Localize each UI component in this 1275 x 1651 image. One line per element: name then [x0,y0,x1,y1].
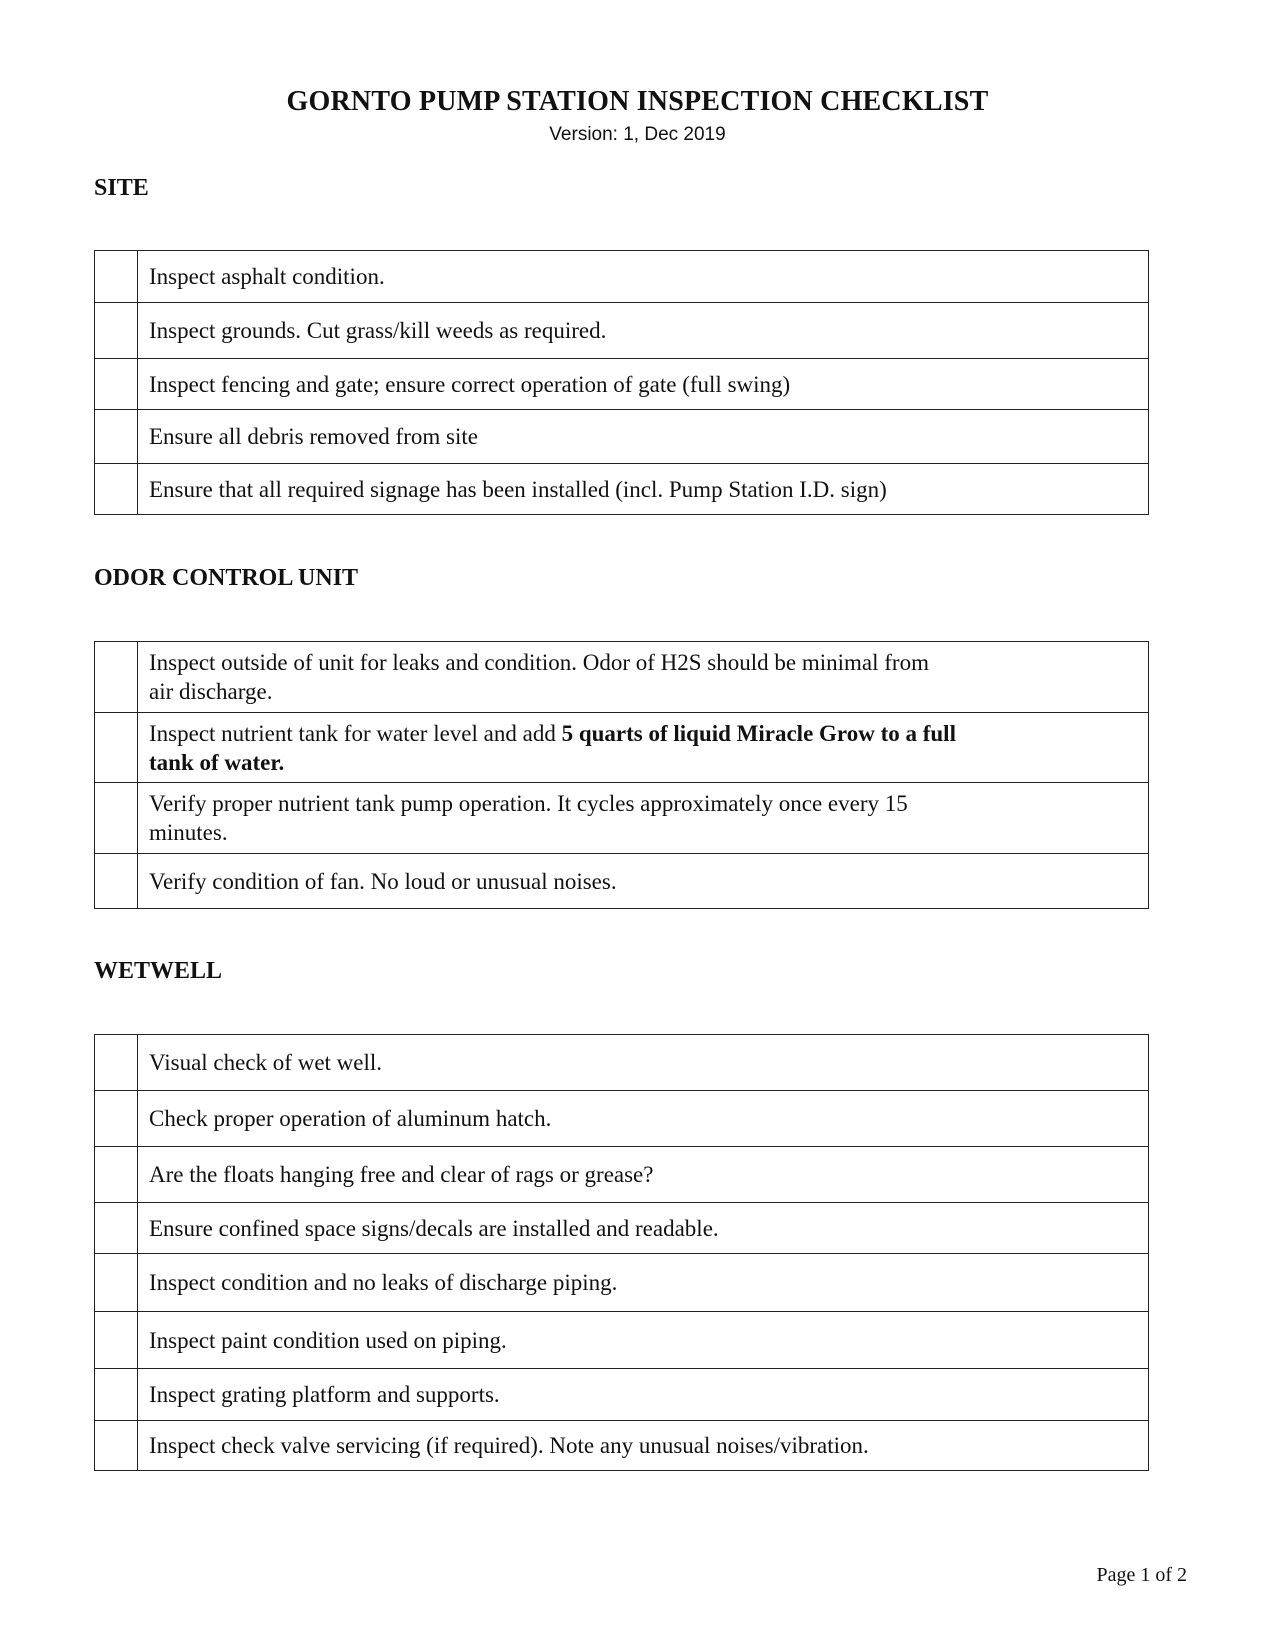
checkbox-cell[interactable] [95,251,138,303]
checklist-item-text: Verify proper nutrient tank pump operation. It cycles approximately once every 15 minutes. [138,783,1149,854]
checklist-item-text: Ensure confined space signs/decals are installed and readable. [138,1203,1149,1254]
checklist-row [95,1035,1149,1091]
checklist-item-text: Inspect fencing and gate; ensure correct operation of gate (full swing) [138,359,1149,410]
checklist-row [95,1369,1149,1421]
checklist-row [95,642,1149,713]
section-heading-odor-control-unit: ODOR CONTROL UNIT [94,565,359,591]
wetwell-checklist-table [94,1034,1149,1471]
checkbox-cell[interactable] [95,1203,138,1254]
page-number: Page 1 of 2 [1096,1564,1187,1586]
checklist-row [95,713,1149,783]
checklist-item-text: Inspect condition and no leaks of discharge piping. [138,1254,1149,1312]
checkbox-cell[interactable] [95,783,138,854]
checklist-row [95,251,1149,303]
checkbox-cell[interactable] [95,410,138,464]
checklist-row [95,1254,1149,1312]
checklist-row [95,1421,1149,1471]
checklist-item-text: Inspect grating platform and supports. [138,1369,1149,1421]
checkbox-cell[interactable] [95,1035,138,1091]
checklist-row [95,303,1149,359]
checklist-item-text: Are the floats hanging free and clear of rags or grease? [138,1147,1149,1203]
section-heading-wetwell: WETWELL [94,958,223,984]
checkbox-cell[interactable] [95,1091,138,1147]
checkbox-cell[interactable] [95,1312,138,1369]
checkbox-cell[interactable] [95,713,138,783]
checklist-item-text: Inspect outside of unit for leaks and condition. Odor of H2S should be minimal from air discharge. [138,642,1149,713]
checklist-row [95,1147,1149,1203]
checklist-row [95,783,1149,854]
checklist-row [95,1091,1149,1147]
checkbox-cell[interactable] [95,464,138,515]
checklist-item-text: Inspect grounds. Cut grass/kill weeds as required. [138,303,1149,359]
checkbox-cell[interactable] [95,1147,138,1203]
checkbox-cell[interactable] [95,303,138,359]
checklist-item-text: Ensure all debris removed from site [138,410,1149,464]
document-title: GORNTO PUMP STATION INSPECTION CHECKLIST [286,86,989,117]
checklist-row [95,854,1149,909]
checklist-row [95,1203,1149,1254]
site-checklist-table [94,250,1149,515]
checklist-item-text: Check proper operation of aluminum hatch. [138,1091,1149,1147]
checklist-item-text [138,713,1149,783]
checklist-row [95,1312,1149,1369]
checklist-item-text: Inspect asphalt condition. [138,251,1149,303]
checkbox-cell[interactable] [95,854,138,909]
checkbox-cell[interactable] [95,642,138,713]
item-text-bold: 5 quarts of liquid Miracle Grow to a full tank of water. [149,720,956,775]
checkbox-cell[interactable] [95,1369,138,1421]
odor-control-checklist-table [94,641,1149,909]
checklist-item-text: Inspect check valve servicing (if required). Note any unusual noises/vibration. [138,1421,1149,1471]
checklist-item-text: Inspect paint condition used on piping. [138,1312,1149,1369]
checkbox-cell[interactable] [95,1254,138,1312]
checkbox-cell[interactable] [95,359,138,410]
item-text-regular: Inspect nutrient tank for water level and add [149,720,562,746]
checklist-row [95,410,1149,464]
checklist-item-text: Ensure that all required signage has been installed (incl. Pump Station I.D. sign) [138,464,1149,515]
checklist-item-text: Visual check of wet well. [138,1035,1149,1091]
checkbox-cell[interactable] [95,1421,138,1471]
section-heading-site: SITE [94,175,149,201]
checklist-row [95,464,1149,515]
checklist-row [95,359,1149,410]
version-line: Version: 1, Dec 2019 [549,124,726,145]
checklist-item-text: Verify condition of fan. No loud or unusual noises. [138,854,1149,909]
